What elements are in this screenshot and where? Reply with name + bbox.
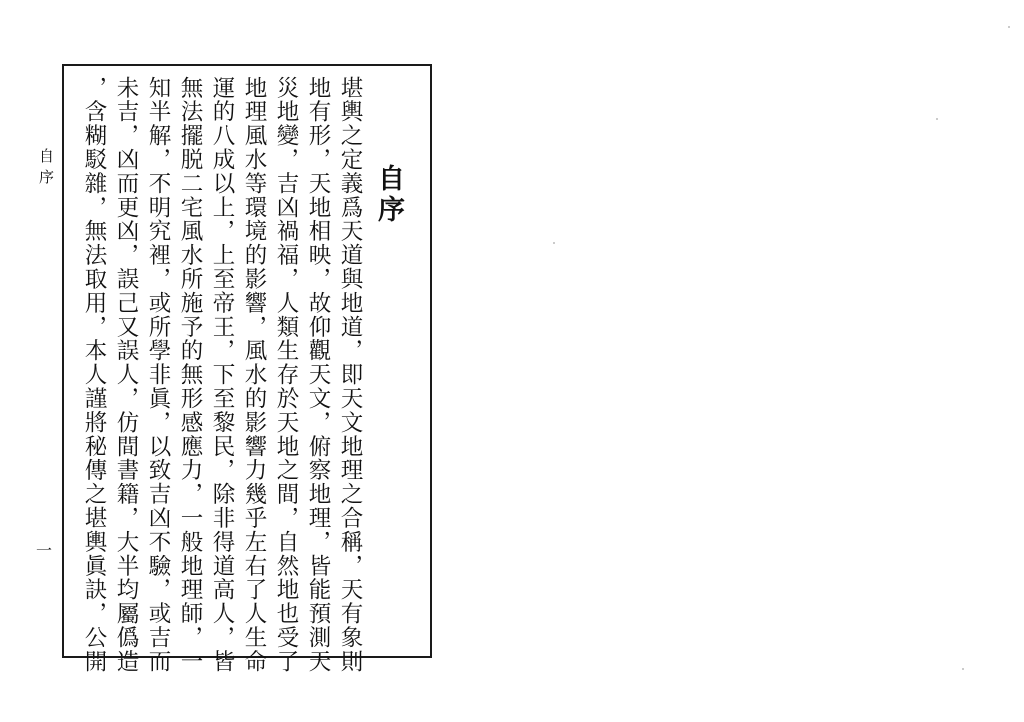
scan-speck	[962, 668, 964, 670]
text-column-4: 地理風水等環境的影響，風水的影響力幾乎左右了人生命	[241, 76, 267, 674]
scan-speck	[1008, 26, 1010, 28]
text-column-2: 地有形，天地相映，故仰觀天文，俯察地理，皆能預測天	[305, 76, 331, 674]
text-column-9: ，含糊駁雜，無法取用，本人謹將秘傳之堪輿眞訣，公開	[81, 76, 107, 674]
text-column-5: 運的八成以上，上至帝王，下至黎民，除非得道高人，皆	[209, 76, 235, 674]
text-frame	[62, 64, 432, 674]
running-head: 自序	[37, 148, 55, 190]
text-column-7: 知半解，不明究裡，或所學非眞，以致吉凶不驗，或吉而	[145, 76, 171, 674]
text-column-6: 無法擺脱二宅風水所施予的無形感應力，一般地理師，一	[177, 76, 203, 674]
scan-speck	[553, 242, 555, 244]
text-column-8: 未吉，凶而更凶，誤己又誤人，仿間書籍，大半均屬僞造	[113, 76, 139, 674]
page-number: 一	[36, 541, 53, 560]
text-column-3: 災地變，吉凶禍福，人類生存於天地之間，自然地也受了	[273, 76, 299, 674]
scan-speck	[936, 118, 938, 120]
text-column-1: 堪輿之定義爲天道與地道，即天文地理之合稱，天有象則	[337, 76, 363, 674]
page-title: 自序	[373, 164, 404, 226]
